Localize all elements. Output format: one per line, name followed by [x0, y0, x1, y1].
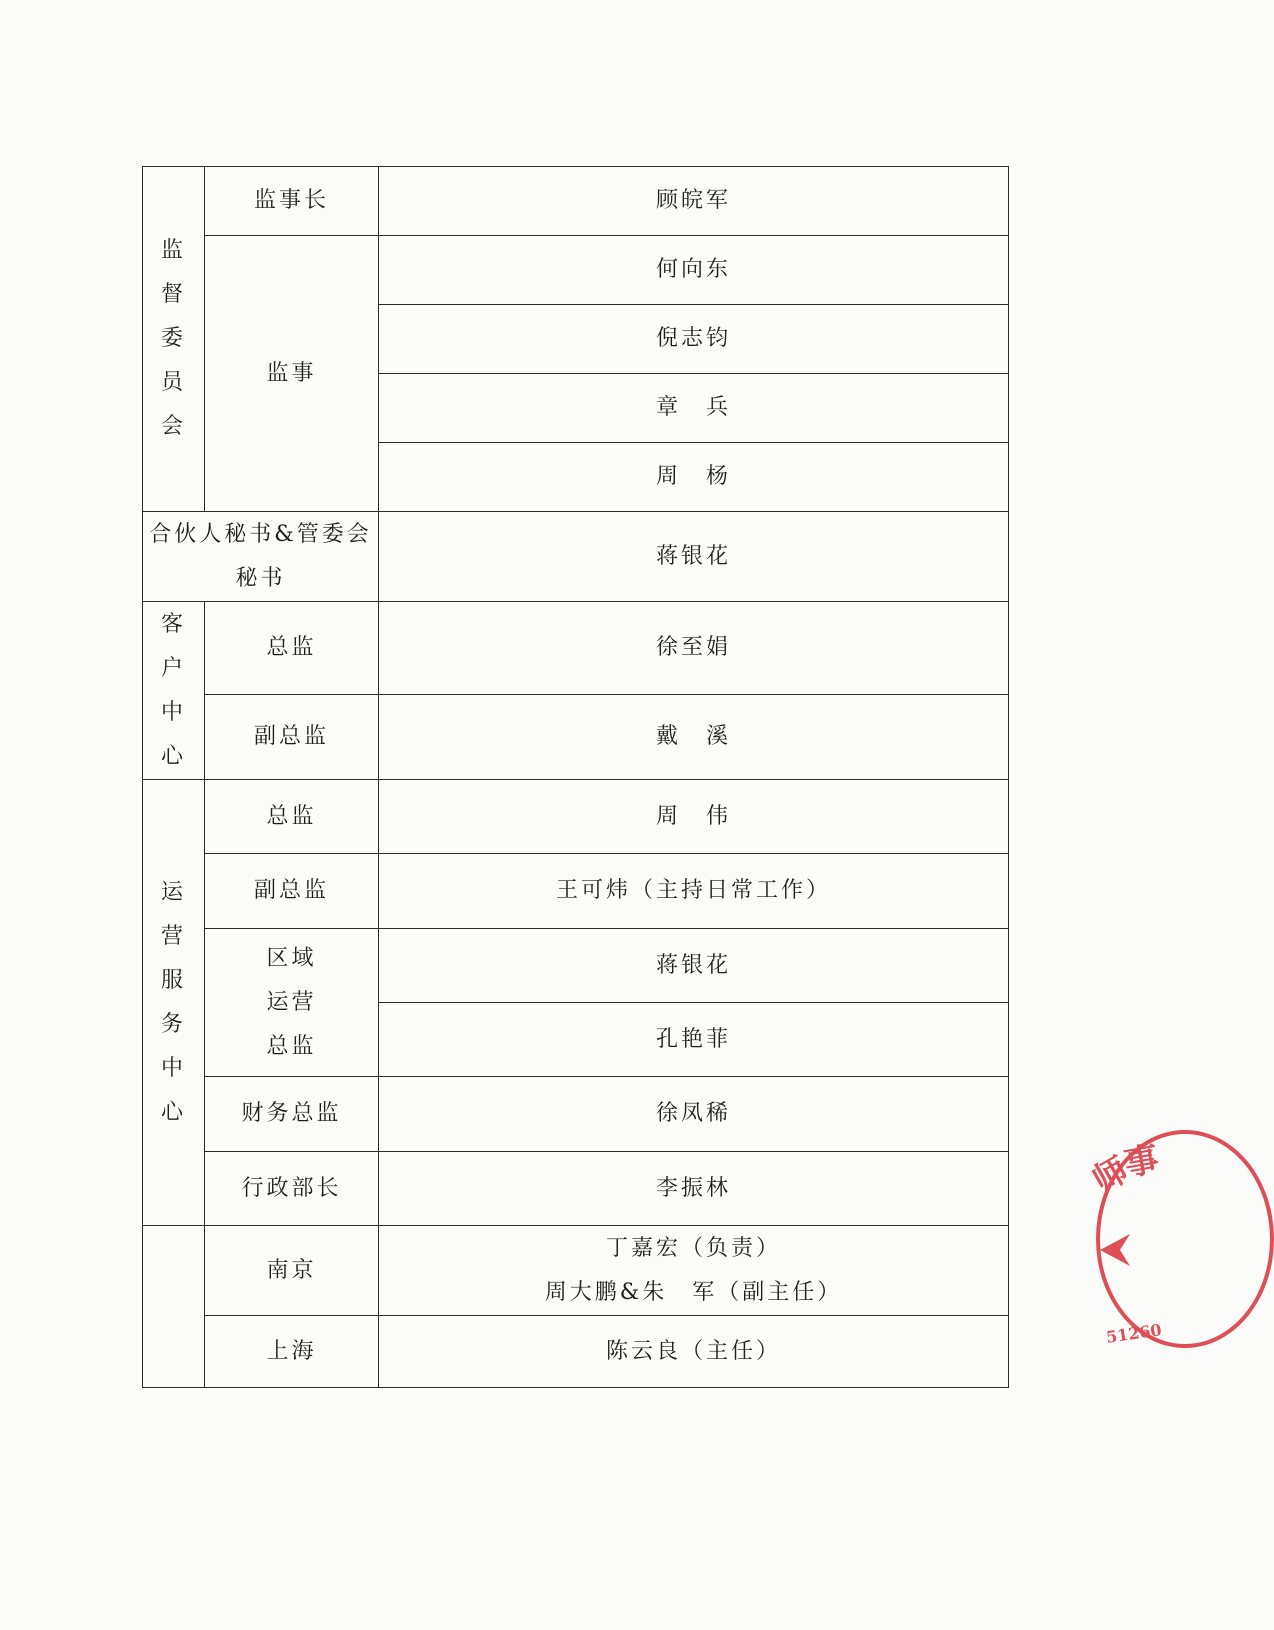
title-regional-ops-director: [205, 929, 379, 1077]
title-line: 总监: [266, 1033, 317, 1059]
group-char: 会: [160, 414, 186, 439]
group-char: 户: [160, 655, 186, 681]
names-branch-nanjing: [379, 1226, 1009, 1316]
group-char: 中: [160, 699, 186, 725]
title-chief-supervisor: 监事长: [205, 167, 379, 236]
name-line: 丁嘉宏（负责）: [605, 1235, 781, 1261]
name-ops-deputy: 王可炜（主持日常工作）: [379, 854, 1009, 929]
group-char: 中: [160, 1055, 186, 1081]
name-client-director: 徐至娟: [379, 602, 1009, 695]
title-line: 运营: [266, 989, 317, 1015]
name-ops-director: 周 伟: [379, 780, 1009, 854]
title-client-deputy: 副总监: [205, 695, 379, 780]
group-char: 客: [160, 611, 186, 637]
personnel-table: [142, 166, 1009, 1388]
group-char: 心: [160, 1099, 186, 1125]
name-secretary: 蒋银花: [379, 512, 1009, 602]
group-char: 服: [160, 967, 186, 993]
seal-glyph: 师: [1086, 1149, 1136, 1202]
official-seal-stamp: [1086, 1130, 1274, 1348]
group-char: 督: [160, 282, 186, 307]
group-client-center: [143, 602, 205, 780]
group-char: 监: [160, 238, 186, 263]
name-finance-director: 徐凤稀: [379, 1077, 1009, 1152]
name-client-deputy: 戴 溪: [379, 695, 1009, 780]
seal-number: 51260: [1104, 1320, 1163, 1347]
group-ops-center: [143, 780, 205, 1226]
title-ops-deputy: 副总监: [205, 854, 379, 929]
group-char: 营: [160, 923, 186, 949]
group-char: 心: [160, 743, 186, 769]
name-regional-director: 孔艳菲: [379, 1003, 1009, 1077]
title-branch-nanjing: 南京: [205, 1226, 379, 1316]
name-supervisor: 倪志钧: [379, 305, 1009, 374]
title-line: 区域: [266, 945, 317, 971]
name-supervisor: 章 兵: [379, 374, 1009, 443]
name-regional-director: 蒋银花: [379, 929, 1009, 1003]
name-supervisor: 周 杨: [379, 443, 1009, 512]
title-secretary: [143, 512, 379, 602]
name-supervisor: 何向东: [379, 236, 1009, 305]
group-char: 运: [160, 879, 186, 905]
group-supervisory-committee: [143, 167, 205, 512]
group-char: 员: [160, 370, 186, 395]
title-line: 秘书: [235, 565, 286, 591]
seal-glyph: 事: [1121, 1139, 1162, 1185]
title-line: 合伙人秘书&管委会: [149, 521, 372, 547]
title-branch-shanghai: 上海: [205, 1316, 379, 1388]
seal-star-icon: [1096, 1230, 1136, 1270]
title-client-director: 总监: [205, 602, 379, 695]
title-finance-director: 财务总监: [205, 1077, 379, 1152]
title-ops-director: 总监: [205, 780, 379, 854]
name-branch-shanghai: 陈云良（主任）: [379, 1316, 1009, 1388]
name-line: 周大鹏&朱 军（副主任）: [544, 1279, 843, 1305]
title-supervisor: 监事: [205, 236, 379, 512]
title-admin-head: 行政部长: [205, 1152, 379, 1226]
name-admin-head: 李振林: [379, 1152, 1009, 1226]
group-char: 务: [160, 1011, 186, 1037]
group-branches-empty: [143, 1226, 205, 1388]
name-chief-supervisor: 顾皖军: [379, 167, 1009, 236]
group-char: 委: [160, 326, 186, 351]
